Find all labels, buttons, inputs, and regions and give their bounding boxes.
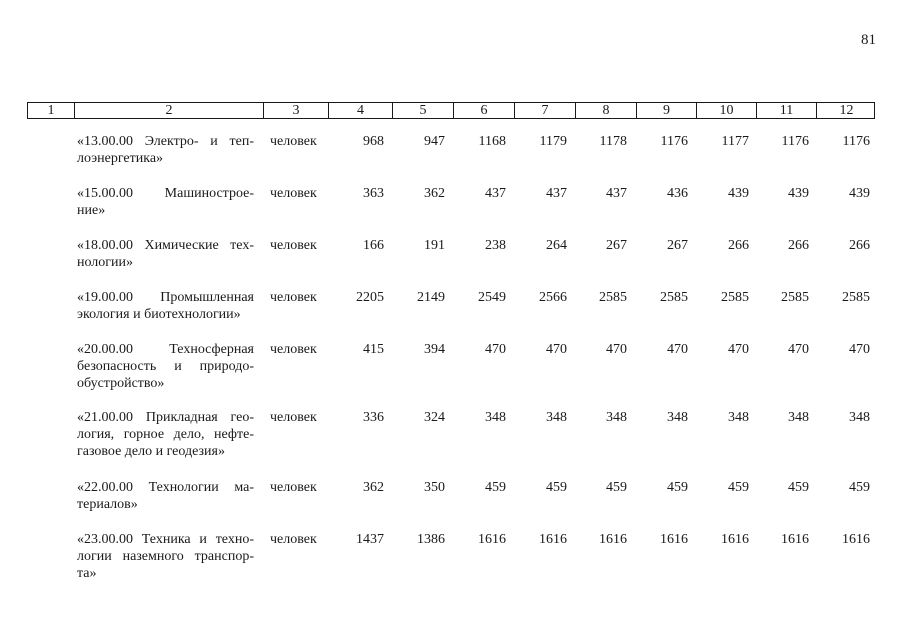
row-value-col-6: 470 <box>485 342 506 357</box>
row-value-col-4: 968 <box>363 134 384 149</box>
row-value-col-8: 1178 <box>599 134 627 149</box>
row-value-col-7: 1616 <box>539 532 567 547</box>
row-value-col-11: 266 <box>788 238 809 253</box>
row-unit: человек <box>270 186 317 201</box>
row-direction-name: «21.00.00 Прикладная гео-логия, горное дело, нефте-газовое дело и геодезия» <box>77 410 254 459</box>
column-number-5: 5 <box>392 103 453 118</box>
column-number-12: 12 <box>816 103 876 118</box>
row-direction-name: «18.00.00 Химические тех-нологии» <box>77 238 254 270</box>
row-value-col-12: 439 <box>849 186 870 201</box>
page-number: 81 <box>861 32 876 48</box>
row-value-col-12: 1616 <box>842 532 870 547</box>
row-value-col-12: 1176 <box>842 134 870 149</box>
row-value-col-11: 348 <box>788 410 809 425</box>
row-value-col-8: 2585 <box>599 290 627 305</box>
column-number-10: 10 <box>696 103 756 118</box>
column-number-8: 8 <box>575 103 636 118</box>
row-value-col-10: 470 <box>728 342 749 357</box>
row-direction-name: «15.00.00 Машинострое-ние» <box>77 186 254 218</box>
row-value-col-11: 1176 <box>781 134 809 149</box>
row-value-col-10: 2585 <box>721 290 749 305</box>
row-unit: человек <box>270 532 317 547</box>
row-value-col-10: 459 <box>728 480 749 495</box>
row-value-col-9: 436 <box>667 186 688 201</box>
row-value-col-9: 2585 <box>660 290 688 305</box>
row-value-col-4: 2205 <box>356 290 384 305</box>
column-number-7: 7 <box>514 103 575 118</box>
row-value-col-7: 437 <box>546 186 567 201</box>
row-value-col-5: 394 <box>424 342 445 357</box>
column-number-4: 4 <box>328 103 392 118</box>
row-value-col-12: 2585 <box>842 290 870 305</box>
row-value-col-9: 1616 <box>660 532 688 547</box>
row-value-col-8: 1616 <box>599 532 627 547</box>
column-number-2: 2 <box>74 103 263 118</box>
column-number-11: 11 <box>756 103 816 118</box>
row-value-col-10: 266 <box>728 238 749 253</box>
row-value-col-5: 947 <box>424 134 445 149</box>
row-value-col-5: 1386 <box>417 532 445 547</box>
row-value-col-11: 2585 <box>781 290 809 305</box>
row-value-col-7: 348 <box>546 410 567 425</box>
column-number-1: 1 <box>47 103 55 118</box>
row-value-col-9: 1176 <box>660 134 688 149</box>
row-value-col-12: 470 <box>849 342 870 357</box>
row-value-col-4: 166 <box>363 238 384 253</box>
row-value-col-8: 470 <box>606 342 627 357</box>
row-value-col-9: 459 <box>667 480 688 495</box>
row-value-col-4: 362 <box>363 480 384 495</box>
row-value-col-6: 238 <box>485 238 506 253</box>
row-value-col-11: 1616 <box>781 532 809 547</box>
row-value-col-5: 362 <box>424 186 445 201</box>
row-value-col-9: 267 <box>667 238 688 253</box>
row-value-col-6: 437 <box>485 186 506 201</box>
row-direction-name: «20.00.00 Техносферная безопасность и природо-обустройство» <box>77 342 254 391</box>
row-direction-name: «22.00.00 Технологии ма-териалов» <box>77 480 254 512</box>
row-value-col-7: 1179 <box>539 134 567 149</box>
row-value-col-11: 439 <box>788 186 809 201</box>
row-value-col-6: 1168 <box>478 134 506 149</box>
row-unit: человек <box>270 342 317 357</box>
row-value-col-8: 348 <box>606 410 627 425</box>
row-value-col-11: 459 <box>788 480 809 495</box>
row-direction-name: «13.00.00 Электро- и теп-лоэнергетика» <box>77 134 254 166</box>
row-value-col-4: 363 <box>363 186 384 201</box>
column-number-9: 9 <box>636 103 696 118</box>
row-value-col-12: 348 <box>849 410 870 425</box>
row-value-col-8: 437 <box>606 186 627 201</box>
row-value-col-10: 439 <box>728 186 749 201</box>
row-value-col-5: 191 <box>424 238 445 253</box>
column-number-3: 3 <box>263 103 328 118</box>
row-value-col-7: 470 <box>546 342 567 357</box>
row-value-col-12: 459 <box>849 480 870 495</box>
row-value-col-10: 348 <box>728 410 749 425</box>
row-value-col-5: 324 <box>424 410 445 425</box>
column-number-6: 6 <box>453 103 514 118</box>
row-value-col-9: 348 <box>667 410 688 425</box>
row-value-col-9: 470 <box>667 342 688 357</box>
row-value-col-7: 264 <box>546 238 567 253</box>
row-value-col-10: 1177 <box>721 134 749 149</box>
row-value-col-4: 336 <box>363 410 384 425</box>
row-unit: человек <box>270 238 317 253</box>
row-value-col-5: 2149 <box>417 290 445 305</box>
row-unit: человек <box>270 290 317 305</box>
row-direction-name: «19.00.00 Промышленная экология и биотехнологии» <box>77 290 254 322</box>
row-unit: человек <box>270 410 317 425</box>
row-value-col-8: 267 <box>606 238 627 253</box>
row-value-col-6: 348 <box>485 410 506 425</box>
row-value-col-12: 266 <box>849 238 870 253</box>
row-value-col-8: 459 <box>606 480 627 495</box>
row-value-col-5: 350 <box>424 480 445 495</box>
row-unit: человек <box>270 134 317 149</box>
row-value-col-4: 415 <box>363 342 384 357</box>
row-value-col-10: 1616 <box>721 532 749 547</box>
row-unit: человек <box>270 480 317 495</box>
row-value-col-7: 459 <box>546 480 567 495</box>
row-value-col-4: 1437 <box>356 532 384 547</box>
row-value-col-6: 1616 <box>478 532 506 547</box>
row-value-col-7: 2566 <box>539 290 567 305</box>
row-value-col-6: 459 <box>485 480 506 495</box>
table-column-number-header <box>27 102 875 119</box>
row-direction-name: «23.00.00 Техника и техно-логии наземного транспор-та» <box>77 532 254 581</box>
row-value-col-6: 2549 <box>478 290 506 305</box>
row-value-col-11: 470 <box>788 342 809 357</box>
